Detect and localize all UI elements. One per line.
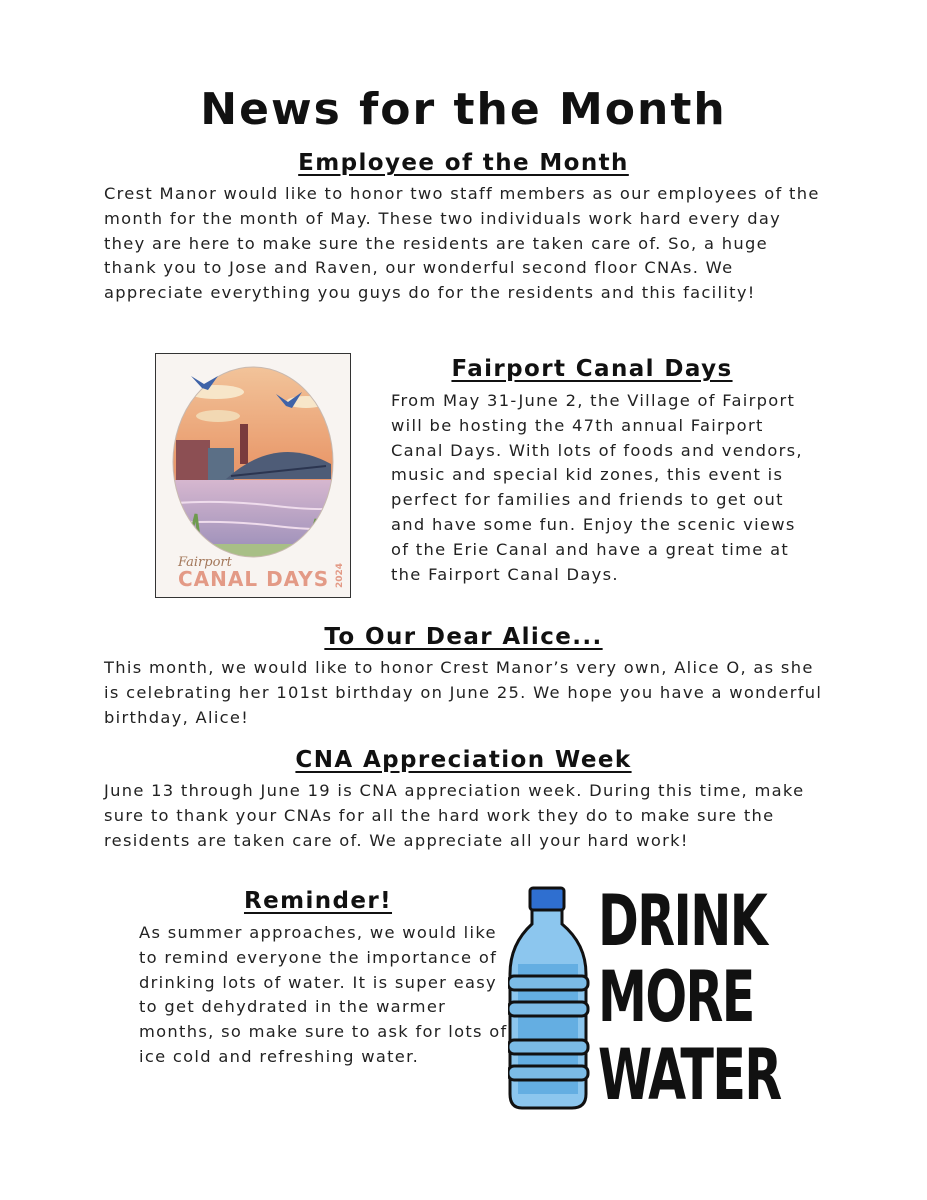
water-word: WATER — [598, 1034, 781, 1116]
cna-week-heading: CNA Appreciation Week — [295, 747, 632, 773]
page-title: News for the Month — [200, 84, 727, 135]
cna-week-paragraph: June 13 through June 19 is CNA appreciation week. During this time, make sure to thank your CNAs for all the hard work they do to make sure the residents are taken care of. We appreciate all your hard work! — [104, 781, 805, 850]
reminder-heading: Reminder! — [243, 888, 393, 914]
more-word: MORE — [598, 956, 754, 1038]
drink-word: DRINK — [598, 880, 767, 962]
poster-year-text: 2024 — [335, 562, 345, 588]
employee-paragraph: Crest Manor would like to honor two staff members as our employees of the month for the month of May. These two individuals work hard every day they are here to make sure the residents are taken care of. So, a huge thank you to Jose and Raven, our wonderful second floor CNAs. We appreciate everything you guys do for the residents and this facility! — [104, 184, 820, 303]
employee-heading: Employee of the Month — [298, 150, 629, 176]
canal-days-heading: Fairport Canal Days — [451, 356, 733, 382]
canal-days-poster — [155, 353, 351, 598]
canal-days-paragraph: From May 31-June 2, the Village of Fairport will be hosting the 47th annual Fairport Canal Days. With lots of foods and vendors, music and special kid zones, this event is perfect for families and friends to get out and have some fun. Enjoy the scenic views of the Erie Canal and have a great time at the Fairport Canal Days. — [391, 391, 803, 584]
alice-heading: To Our Dear Alice... — [324, 624, 603, 650]
poster-illustration — [156, 354, 350, 597]
poster-title-text: CANAL DAYS — [178, 567, 330, 591]
alice-paragraph: This month, we would like to honor Crest Manor’s very own, Alice O, as she is celebrating her 101st birthday on June 25. We hope you have a wonderful birthday, Alice! — [104, 658, 823, 727]
reminder-paragraph: As summer approaches, we would like to remind everyone the importance of drinking lots of water. It is super easy to get dehydrated in the warmer months, so make sure to ask for lots of ice cold and refreshing water. — [139, 923, 508, 1066]
poster-script-text: Fairport — [178, 555, 232, 570]
